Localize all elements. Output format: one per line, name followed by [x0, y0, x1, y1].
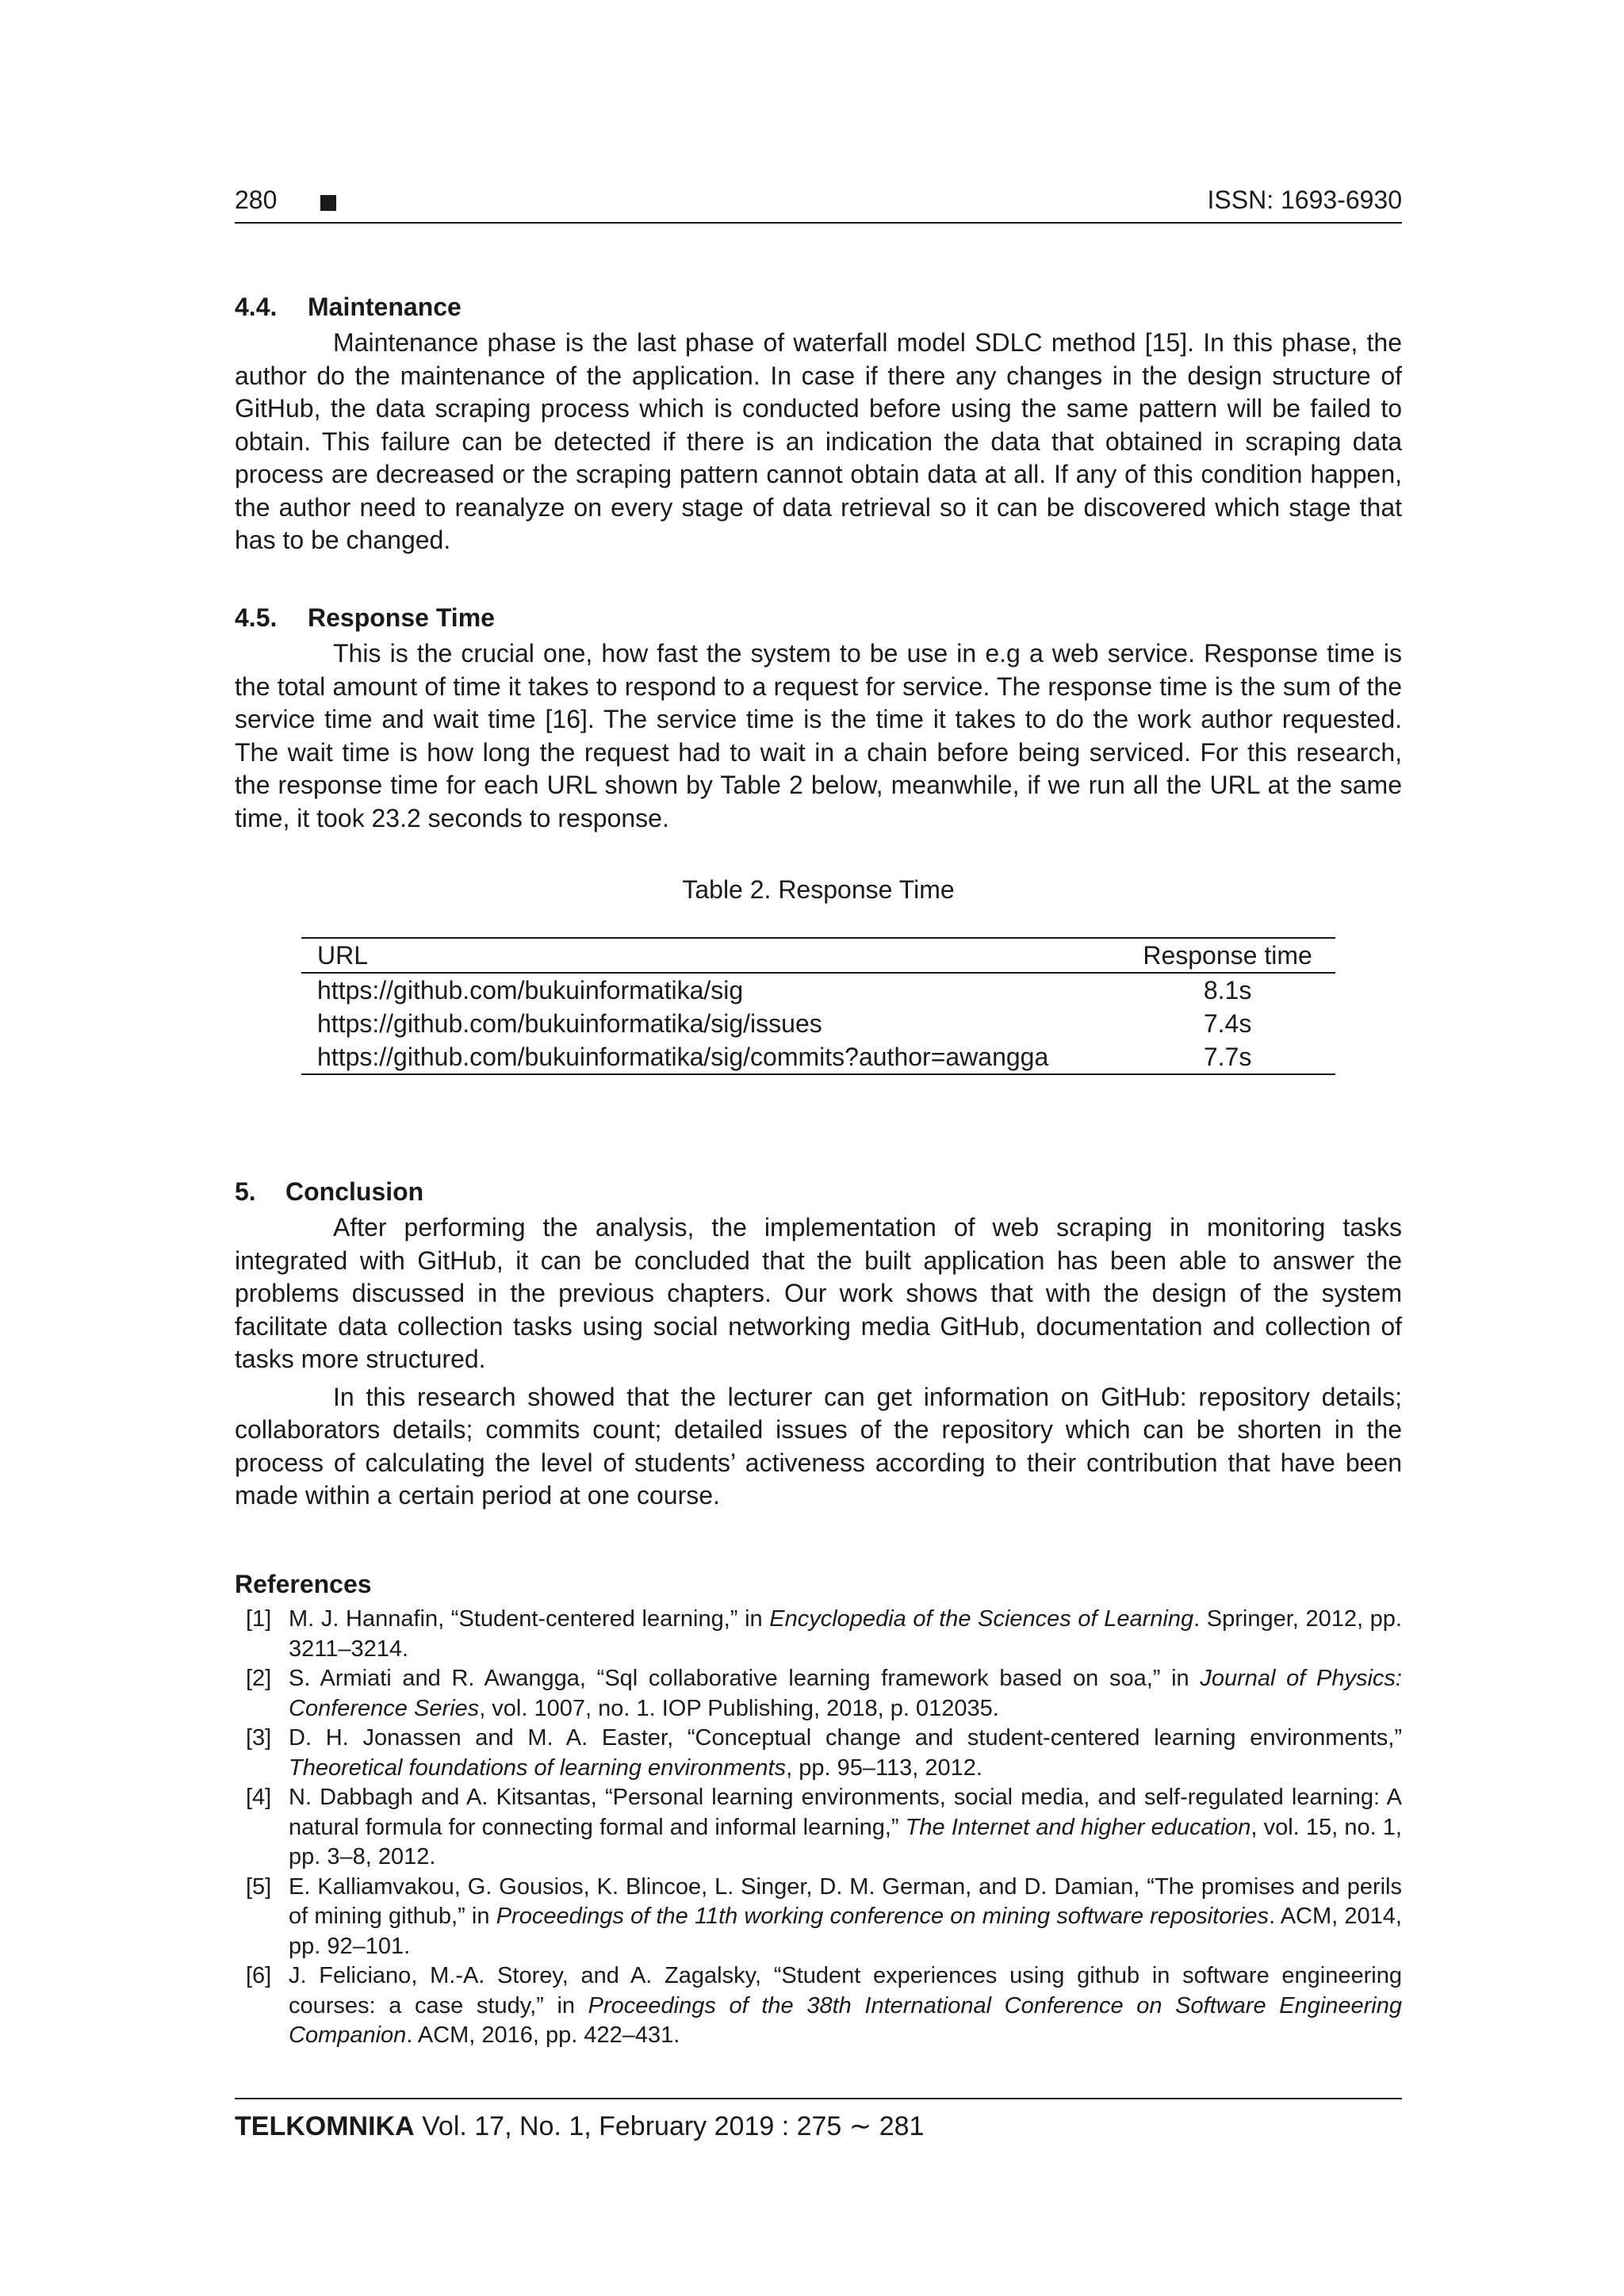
reference-item: [3] D. H. Jonassen and M. A. Easter, “Conceptual change and student-centered learning environments,” Theoretical foundations of learning environments, pp. 95–113, 2012.	[246, 1725, 1402, 1781]
section-maintenance	[235, 290, 1402, 557]
url-cell: https://github.com/bukuinformatika/sig	[317, 976, 744, 1004]
paragraph: Maintenance phase is the last phase of waterfall model SDLC method [15]. In this phase, the author do the maintenance of the application. In case if there any changes in the design structure of GitHub, the data scraping process which is conducted before using the same pattern will be failed to obtain. This failure can be detected if there is an indication the data that obtained in scraping data process are decreased or the scraping pattern cannot obtain data at all. If any of this condition happen, the author need to reanalyze on every stage of data retrieval so it can be discovered which stage that has to be changed.	[235, 328, 1402, 554]
reference-item: [2] S. Armiati and R. Awangga, “Sql collaborative learning framework based on soa,” in Journal of Physics: Conference Series, vol. 1007, no. 1. IOP Publishing, 2018, p. 012035.	[246, 1666, 1402, 1721]
table-caption: Table 2. Response Time	[682, 875, 955, 904]
section-heading: 4.4. Maintenance	[235, 293, 462, 321]
paragraph: After performing the analysis, the implementation of web scraping in monitoring tasks integrated with GitHub, it can be concluded that the built application has been able to answer the problems discussed in the previous chapters. Our work shows that with the design of the system facilitate data collection tasks using social networking media GitHub, documentation and collection of tasks more structured.	[235, 1213, 1402, 1373]
reference-item: [4] N. Dabbagh and A. Kitsantas, “Personal learning environments, social media, and self-regulated learning: A natural formula for connecting formal and informal learning,” The Internet and higher education, vol. 15, no. 1, pp. 3–8, 2012.	[246, 1785, 1402, 1869]
paragraph: In this research showed that the lecturer can get information on GitHub: repository details; collaborators details; commits count; detailed issues of the repository which can be shorten in the process of calculating the level of students’ activeness according to their contribution that have been made within a certain period at one course.	[235, 1382, 1402, 1510]
references-heading: References	[235, 1570, 372, 1598]
paragraph: This is the crucial one, how fast the system to be use in e.g a web service. Response time is the total amount of time it takes to respond to a request for service. The response time is the sum of the service time and wait time [16]. The service time is the time it takes to do the work author requested. The wait time is how long the request had to wait in a chain before being serviced. For this research, the response time for each URL shown by Table 2 below, meanwhile, if we run all the URL at the same time, it took 23.2 seconds to response.	[235, 639, 1402, 832]
page-number: 280	[235, 186, 278, 214]
url-cell: https://github.com/bukuinformatika/sig/commits?author=awangga	[317, 1043, 1049, 1071]
reference-item: [6] J. Feliciano, M.-A. Storey, and A. Zagalsky, “Student experiences using github in software engineering courses: a case study,” in Proceedings of the 38th International Conference on Software Engineering Companion. ACM, 2016, pp. 422–431.	[246, 1963, 1403, 2048]
time-cell: 7.4s	[1203, 1009, 1252, 1038]
issue-details: Vol. 17, No. 1, February 2019 : 275 ∼ 281	[414, 2111, 925, 2141]
section-response-time	[235, 601, 1402, 835]
table-row	[301, 1040, 1335, 1074]
reference-item: [1] M. J. Hannafin, “Student-centered learning,” in Encyclopedia of the Sciences of Learning. Springer, 2012, pp. 3211–3214.	[246, 1606, 1402, 1662]
table-row	[301, 1007, 1335, 1040]
section-conclusion	[235, 1175, 1402, 1513]
reference-item: [5] E. Kalliamvakou, G. Gousios, K. Blincoe, L. Singer, D. M. German, and D. Damian, “The promises and perils of mining github,” in Proceedings of the 11th working conference on mining software repositories. ACM, 2014, pp. 92–101.	[246, 1873, 1402, 1959]
running-footer	[235, 2098, 1402, 2142]
section-heading: 5. Conclusion	[235, 1177, 424, 1206]
running-header	[235, 186, 1402, 224]
table-header-row	[301, 938, 1335, 973]
square-bullet-icon	[320, 195, 336, 211]
column-header-url: URL	[301, 938, 1120, 973]
section-heading: 4.5. Response Time	[235, 603, 495, 632]
table-row	[301, 973, 1335, 1007]
url-cell: https://github.com/bukuinformatika/sig/issues	[317, 1009, 822, 1038]
time-cell: 7.7s	[1203, 1043, 1252, 1071]
column-header-response-time: Response time	[1120, 938, 1335, 973]
time-cell: 8.1s	[1203, 976, 1252, 1004]
issn: ISSN: 1693-6930	[1207, 186, 1402, 214]
reference-list	[235, 1605, 1402, 2051]
journal-name: TELKOMNIKA	[235, 2111, 415, 2141]
response-time-table	[301, 937, 1335, 1075]
